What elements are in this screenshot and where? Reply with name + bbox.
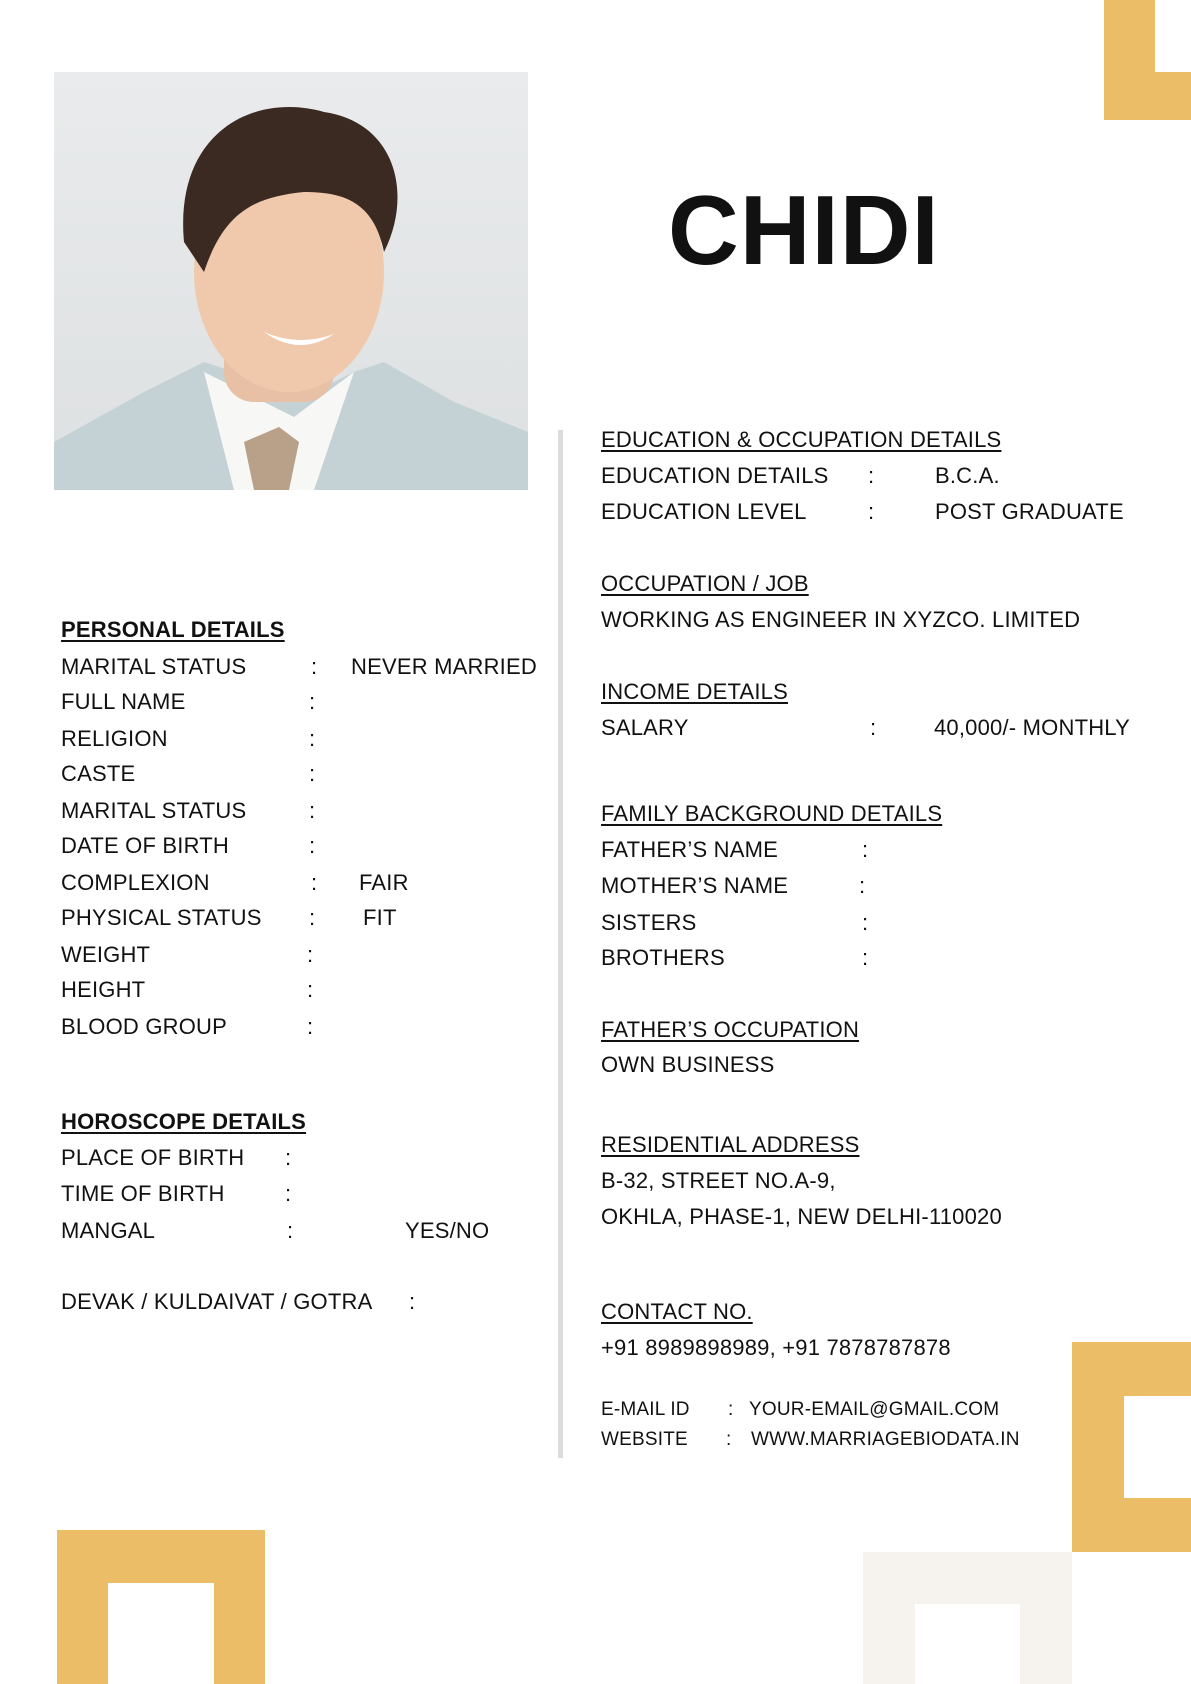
horoscope-row-colon: : <box>287 1218 294 1243</box>
address-line: OKHLA, PHASE-1, NEW DELHI-110020 <box>601 1204 1002 1229</box>
horoscope-details-heading: HOROSCOPE DETAILS <box>61 1109 307 1134</box>
personal-row-colon: : <box>311 654 318 679</box>
family-row-colon: : <box>862 910 869 935</box>
personal-row-colon: : <box>309 726 316 751</box>
personal-row-colon: : <box>309 689 316 714</box>
family-row-label: MOTHER’S NAME <box>601 873 789 898</box>
personal-row-label: MARITAL STATUS <box>61 654 247 679</box>
personal-row-label: RELIGION <box>61 726 168 751</box>
horoscope-row-value: YES/NO <box>405 1218 490 1243</box>
education-row-value: B.C.A. <box>935 463 1000 488</box>
personal-row-value: FAIR <box>359 870 409 895</box>
personal-row-label: DATE OF BIRTH <box>61 833 230 858</box>
income-row-label: SALARY <box>601 715 689 740</box>
personal-row-colon: : <box>311 870 318 895</box>
horoscope-row-label: TIME OF BIRTH <box>61 1181 225 1206</box>
horoscope-row-colon: : <box>285 1145 292 1170</box>
education-row-colon: : <box>868 463 875 488</box>
personal-row-value: FIT <box>363 905 397 930</box>
education-row-colon: : <box>868 499 875 524</box>
personal-row-value: NEVER MARRIED <box>351 654 537 679</box>
address-line: B-32, STREET NO.A-9, <box>601 1168 836 1193</box>
contact-row-value: WWW.MARRIAGEBIODATA.IN <box>751 1429 1020 1450</box>
decor-bottom-left-inner <box>108 1583 214 1684</box>
personal-row-label: MARITAL STATUS <box>61 798 247 823</box>
personal-row-label: CASTE <box>61 761 136 786</box>
personal-row-label: FULL NAME <box>61 689 186 714</box>
gotra-label: DEVAK / KULDAIVAT / GOTRA <box>61 1289 373 1314</box>
income-row-colon: : <box>870 715 877 740</box>
horoscope-row-label: PLACE OF BIRTH <box>61 1145 245 1170</box>
occupation-heading: OCCUPATION / JOB <box>601 571 809 596</box>
personal-row-label: BLOOD GROUP <box>61 1014 228 1039</box>
income-heading: INCOME DETAILS <box>601 679 788 704</box>
education-row-label: EDUCATION LEVEL <box>601 499 807 524</box>
personal-row-label: PHYSICAL STATUS <box>61 905 262 930</box>
father-occupation-text: OWN BUSINESS <box>601 1052 775 1077</box>
family-row-colon: : <box>859 873 866 898</box>
column-divider <box>558 430 563 1458</box>
father-occupation-heading: FATHER’S OCCUPATION <box>601 1017 860 1042</box>
occupation-text: WORKING AS ENGINEER IN XYZCO. LIMITED <box>601 607 1081 632</box>
personal-row-label: WEIGHT <box>61 942 151 967</box>
personal-row-colon: : <box>307 942 314 967</box>
family-row-colon: : <box>862 945 869 970</box>
address-heading: RESIDENTIAL ADDRESS <box>601 1132 860 1157</box>
contact-row-colon: : <box>726 1429 732 1450</box>
contact-heading: CONTACT NO. <box>601 1299 753 1324</box>
decor-bottom-beige-inner <box>915 1604 1020 1684</box>
personal-row-colon: : <box>309 761 316 786</box>
family-row-label: SISTERS <box>601 910 697 935</box>
contact-row-value: YOUR-EMAIL@GMAIL.COM <box>749 1399 1000 1420</box>
personal-row-colon: : <box>307 1014 314 1039</box>
education-heading: EDUCATION & OCCUPATION DETAILS <box>601 427 1002 452</box>
contact-row-label: WEBSITE <box>601 1429 688 1450</box>
horoscope-row-label: MANGAL <box>61 1218 156 1243</box>
family-row-label: FATHER’S NAME <box>601 837 778 862</box>
candidate-name: CHIDI <box>668 175 940 285</box>
horoscope-row-colon: : <box>285 1181 292 1206</box>
personal-row-colon: : <box>309 833 316 858</box>
personal-row-colon: : <box>309 798 316 823</box>
profile-photo <box>54 72 528 490</box>
education-row-label: EDUCATION DETAILS <box>601 463 829 488</box>
personal-row-colon: : <box>309 905 316 930</box>
family-heading: FAMILY BACKGROUND DETAILS <box>601 801 943 826</box>
family-row-label: BROTHERS <box>601 945 725 970</box>
personal-row-label: HEIGHT <box>61 977 146 1002</box>
contact-row-colon: : <box>728 1399 734 1420</box>
decor-top-right-notch <box>1155 0 1191 72</box>
personal-row-label: COMPLEXION <box>61 870 210 895</box>
decor-right-square-inner <box>1124 1396 1191 1498</box>
personal-row-colon: : <box>307 977 314 1002</box>
contact-row-label: E-MAIL ID <box>601 1399 690 1420</box>
education-row-value: POST GRADUATE <box>935 499 1124 524</box>
contact-phones: +91 8989898989, +91 7878787878 <box>601 1335 951 1360</box>
family-row-colon: : <box>862 837 869 862</box>
personal-details-heading: PERSONAL DETAILS <box>61 617 285 642</box>
gotra-colon: : <box>409 1289 416 1314</box>
income-row-value: 40,000/- MONTHLY <box>934 715 1130 740</box>
